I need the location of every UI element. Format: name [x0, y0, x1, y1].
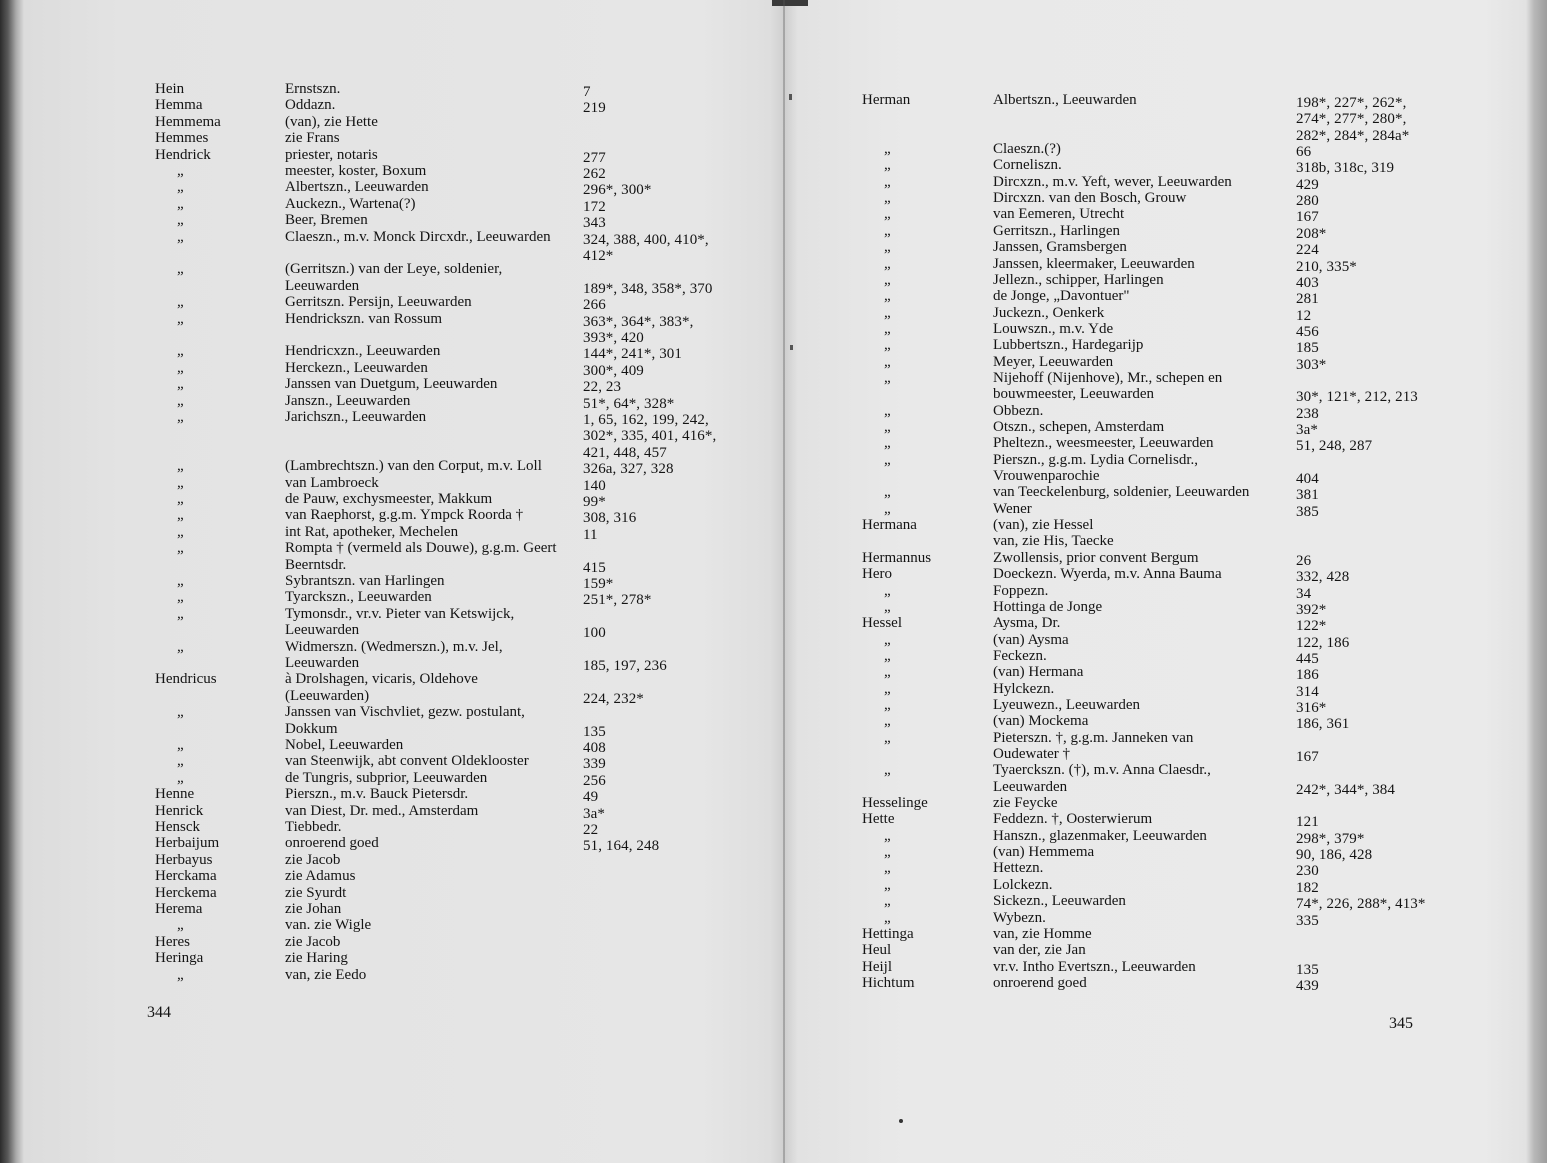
entry-description: Ernstszn.: [285, 81, 341, 97]
entry-page-refs: 11: [583, 527, 598, 543]
ditto-mark: „: [884, 877, 891, 893]
entry-page-refs: 266: [583, 297, 606, 313]
entry-page-refs: 186, 361: [1296, 716, 1350, 732]
entry-page-refs: 34: [1296, 586, 1312, 602]
entry-page-refs: 3a*: [1296, 422, 1318, 438]
entry-description: Dokkum: [285, 721, 338, 737]
ditto-mark: „: [884, 484, 891, 500]
entry-page-refs: 393*, 420: [583, 330, 644, 346]
ditto-mark: „: [884, 697, 891, 713]
ditto-mark: „: [177, 458, 184, 474]
entry-description: Janssen, Gramsbergen: [993, 239, 1127, 255]
entry-page-refs: 208*: [1296, 226, 1327, 242]
entry-name: Hendrick: [155, 147, 211, 163]
entry-description: zie Jacob: [285, 934, 341, 950]
entry-description: zie Feycke: [993, 795, 1058, 811]
entry-page-refs: 185, 197, 236: [583, 658, 667, 674]
entry-description: (van) Aysma: [993, 632, 1069, 648]
entry-page-refs: 224: [1296, 242, 1319, 258]
ditto-mark: „: [177, 343, 184, 359]
ditto-mark: „: [177, 753, 184, 769]
entry-page-refs: 277: [583, 150, 606, 166]
page-number-right: 345: [1389, 1015, 1413, 1032]
entry-page-refs: 242*, 344*, 384: [1296, 782, 1395, 798]
ditto-mark: „: [177, 573, 184, 589]
entry-page-refs: 1, 65, 162, 199, 242,: [583, 412, 709, 428]
entry-page-refs: 219: [583, 100, 606, 116]
entry-description: van Raephorst, g.g.m. Ympck Roorda †: [285, 507, 524, 523]
entry-description: Beerntsdr.: [285, 557, 347, 573]
entry-description: de Jonge, „Davontuer": [993, 288, 1130, 304]
ditto-mark: „: [884, 713, 891, 729]
ditto-mark: „: [177, 507, 184, 523]
entry-description: (van), zie Hessel: [993, 517, 1094, 533]
entry-page-refs: 230: [1296, 863, 1319, 879]
entry-page-refs: 385: [1296, 504, 1319, 520]
entry-description: de Tungris, subprior, Leeuwarden: [285, 770, 488, 786]
entry-page-refs: 182: [1296, 880, 1319, 896]
entry-page-refs: 314: [1296, 684, 1319, 700]
entry-page-refs: 339: [583, 756, 606, 772]
entry-description: Tiebbedr.: [285, 819, 342, 835]
ditto-mark: „: [177, 376, 184, 392]
entry-page-refs: 326a, 327, 328: [583, 461, 674, 477]
ditto-mark: „: [177, 360, 184, 376]
ditto-mark: „: [884, 419, 891, 435]
entry-description: van, zie His, Taecke: [993, 533, 1114, 549]
ditto-mark: „: [177, 491, 184, 507]
entry-page-refs: 198*, 227*, 262*,: [1296, 95, 1407, 111]
entry-page-refs: 303*: [1296, 357, 1327, 373]
ditto-mark: „: [884, 403, 891, 419]
entry-description: Wener: [993, 501, 1032, 517]
entry-description: Leeuwarden: [285, 278, 360, 294]
ditto-mark: „: [884, 141, 891, 157]
entry-page-refs: 51, 248, 287: [1296, 438, 1373, 454]
ditto-mark: „: [884, 599, 891, 615]
entry-page-refs: 296*, 300*: [583, 182, 652, 198]
spine-edge: [772, 0, 808, 6]
entry-description: Hendricxzn., Leeuwarden: [285, 343, 441, 359]
entry-name: Hessel: [862, 615, 902, 631]
paper-speck: [899, 1119, 903, 1123]
entry-page-refs: 185: [1296, 340, 1319, 356]
entry-name: Hesselinge: [862, 795, 928, 811]
ditto-mark: „: [177, 540, 184, 556]
entry-name: Hemmes: [155, 130, 209, 146]
entry-page-refs: 308, 316: [583, 510, 637, 526]
entry-description: van, zie Eedo: [285, 967, 367, 983]
ditto-mark: „: [177, 196, 184, 212]
entry-description: Lubbertszn., Hardegarijp: [993, 337, 1144, 353]
entry-page-refs: 66: [1296, 144, 1312, 160]
ditto-mark: „: [884, 910, 891, 926]
ditto-mark: „: [177, 393, 184, 409]
entry-description: Jarichszn., Leeuwarden: [285, 409, 427, 425]
entry-description: Lolckezn.: [993, 877, 1053, 893]
entry-name: Hemma: [155, 97, 203, 113]
ditto-mark: „: [884, 452, 891, 468]
entry-description: Tymonsdr., vr.v. Pieter van Ketswijck,: [285, 606, 515, 622]
entry-page-refs: 238: [1296, 406, 1319, 422]
entry-page-refs: 335: [1296, 913, 1319, 929]
entry-description: (van), zie Hette: [285, 114, 378, 130]
entry-description: onroerend goed: [285, 835, 379, 851]
entry-page-refs: 12: [1296, 308, 1312, 324]
entry-page-refs: 421, 448, 457: [583, 445, 667, 461]
entry-page-refs: 343: [583, 215, 606, 231]
gutter-fold: [783, 0, 785, 1163]
entry-name: Heringa: [155, 950, 204, 966]
entry-page-refs: 144*, 241*, 301: [583, 346, 682, 362]
entry-description: van, zie Homme: [993, 926, 1092, 942]
ditto-mark: „: [177, 639, 184, 655]
entry-description: Doeckezn. Wyerda, m.v. Anna Bauma: [993, 566, 1222, 582]
entry-description: van Lambroeck: [285, 475, 379, 491]
entry-page-refs: 381: [1296, 487, 1319, 503]
entry-page-refs: 30*, 121*, 212, 213: [1296, 389, 1418, 405]
entry-description: Hylckezn.: [993, 681, 1055, 697]
ditto-mark: „: [177, 606, 184, 622]
entry-description: Leeuwarden: [285, 655, 360, 671]
ditto-mark: „: [884, 239, 891, 255]
entry-page-refs: 90, 186, 428: [1296, 847, 1373, 863]
entry-page-refs: 167: [1296, 209, 1319, 225]
entry-description: Juckezn., Oenkerk: [993, 305, 1105, 321]
ditto-mark: „: [884, 206, 891, 222]
ditto-mark: „: [884, 370, 891, 386]
entry-description: Gerritszn. Persijn, Leeuwarden: [285, 294, 472, 310]
entry-description: zie Haring: [285, 950, 348, 966]
entry-name: Herckama: [155, 868, 217, 884]
ditto-mark: „: [884, 648, 891, 664]
entry-page-refs: 3a*: [583, 806, 605, 822]
entry-page-refs: 135: [1296, 962, 1319, 978]
entry-description: van Diest, Dr. med., Amsterdam: [285, 803, 479, 819]
entry-page-refs: 22: [583, 822, 599, 838]
entry-page-refs: 280: [1296, 193, 1319, 209]
entry-description: van der, zie Jan: [993, 942, 1086, 958]
entry-description: Hendrickszn. van Rossum: [285, 311, 443, 327]
entry-description: zie Adamus: [285, 868, 356, 884]
entry-page-refs: 186: [1296, 667, 1319, 683]
ditto-mark: „: [884, 305, 891, 321]
ditto-mark: „: [884, 256, 891, 272]
entry-description: van Teeckelenburg, soldenier, Leeuwarden: [993, 484, 1250, 500]
ditto-mark: „: [177, 737, 184, 753]
entry-description: Rompta † (vermeld als Douwe), g.g.m. Geert: [285, 540, 557, 556]
entry-description: Gerritszn., Harlingen: [993, 223, 1121, 239]
entry-page-refs: 282*, 284*, 284a*: [1296, 128, 1410, 144]
entry-description: Tyaerckszn. (†), m.v. Anna Claesdr.,: [993, 762, 1211, 778]
ditto-mark: „: [884, 288, 891, 304]
entry-page-refs: 302*, 335, 401, 416*,: [583, 428, 717, 444]
entry-name: Hero: [862, 566, 892, 582]
entry-page-refs: 100: [583, 625, 606, 641]
entry-page-refs: 408: [583, 740, 606, 756]
entry-description: Claeszn.(?): [993, 141, 1061, 157]
entry-name: Hemmema: [155, 114, 221, 130]
entry-page-refs: 415: [583, 560, 606, 576]
entry-description: Pieterszn. †, g.g.m. Janneken van: [993, 730, 1194, 746]
entry-page-refs: 172: [583, 199, 606, 215]
entry-description: Sybrantszn. van Harlingen: [285, 573, 445, 589]
entry-description: (van) Mockema: [993, 713, 1089, 729]
entry-name: Hichtum: [862, 975, 915, 991]
entry-description: zie Syurdt: [285, 885, 347, 901]
entry-page-refs: 262: [583, 166, 606, 182]
ditto-mark: „: [177, 704, 184, 720]
entry-page-refs: 189*, 348, 358*, 370: [583, 281, 713, 297]
entry-description: Dircxzn. van den Bosch, Grouw: [993, 190, 1187, 206]
entry-description: Dircxzn., m.v. Yeft, wever, Leeuwarden: [993, 174, 1232, 190]
ditto-mark: „: [177, 212, 184, 228]
entry-name: Hettinga: [862, 926, 914, 942]
ditto-mark: „: [884, 157, 891, 173]
entry-page-refs: 324, 388, 400, 410*,: [583, 232, 709, 248]
entry-description: Pheltezn., weesmeester, Leeuwarden: [993, 435, 1214, 451]
ditto-mark: „: [177, 294, 184, 310]
entry-name: Herman: [862, 92, 911, 108]
entry-description: Corneliszn.: [993, 157, 1062, 173]
entry-description: zie Frans: [285, 130, 340, 146]
entry-name: Heul: [862, 942, 892, 958]
ditto-mark: „: [884, 860, 891, 876]
ditto-mark: „: [177, 179, 184, 195]
entry-page-refs: 159*: [583, 576, 614, 592]
entry-description: onroerend goed: [993, 975, 1087, 991]
gutter-speck: [790, 345, 793, 350]
entry-page-refs: 7: [583, 84, 591, 100]
entry-name: Henrick: [155, 803, 204, 819]
ditto-mark: „: [177, 261, 184, 277]
entry-name: Hendricus: [155, 671, 217, 687]
entry-description: (van) Hemmema: [993, 844, 1095, 860]
entry-page-refs: 439: [1296, 978, 1319, 994]
ditto-mark: „: [884, 337, 891, 353]
entry-description: de Pauw, exchysmeester, Makkum: [285, 491, 493, 507]
entry-description: Nobel, Leeuwarden: [285, 737, 404, 753]
entry-description: Pierszn., m.v. Bauck Pietersdr.: [285, 786, 469, 802]
ditto-mark: „: [884, 501, 891, 517]
entry-description: int Rat, apotheker, Mechelen: [285, 524, 459, 540]
entry-description: zie Jacob: [285, 852, 341, 868]
entry-description: Hanszn., glazenmaker, Leeuwarden: [993, 828, 1207, 844]
entry-name: Heijl: [862, 959, 892, 975]
entry-description: Feddezn. †, Oosterwierum: [993, 811, 1153, 827]
ditto-mark: „: [884, 435, 891, 451]
ditto-mark: „: [884, 828, 891, 844]
ditto-mark: „: [884, 272, 891, 288]
entry-description: Leeuwarden: [285, 622, 360, 638]
entry-page-refs: 332, 428: [1296, 569, 1350, 585]
entry-name: Herema: [155, 901, 203, 917]
entry-page-refs: 445: [1296, 651, 1319, 667]
entry-description: Claeszn., m.v. Monck Dircxdr., Leeuwarden: [285, 229, 551, 245]
entry-description: Otszn., schepen, Amsterdam: [993, 419, 1165, 435]
ditto-mark: „: [177, 917, 184, 933]
entry-page-refs: 300*, 409: [583, 363, 644, 379]
entry-page-refs: 167: [1296, 749, 1319, 765]
entry-description: Obbezn.: [993, 403, 1044, 419]
ditto-mark: „: [884, 762, 891, 778]
entry-description: Aysma, Dr.: [993, 615, 1061, 631]
ditto-mark: „: [177, 770, 184, 786]
entry-description: Janszn., Leeuwarden: [285, 393, 411, 409]
entry-description: Wybezn.: [993, 910, 1046, 926]
ditto-mark: „: [884, 664, 891, 680]
entry-description: Auckezn., Wartena(?): [285, 196, 416, 212]
entry-page-refs: 121: [1296, 814, 1319, 830]
entry-page-refs: 412*: [583, 248, 614, 264]
ditto-mark: „: [884, 632, 891, 648]
entry-description: Oudewater †: [993, 746, 1071, 762]
entry-page-refs: 26: [1296, 553, 1312, 569]
entry-description: van Eemeren, Utrecht: [993, 206, 1125, 222]
ditto-mark: „: [177, 475, 184, 491]
entry-description: Zwollensis, prior convent Bergum: [993, 550, 1199, 566]
entry-description: Lyeuwezn., Leeuwarden: [993, 697, 1141, 713]
entry-description: Sickezn., Leeuwarden: [993, 893, 1126, 909]
ditto-mark: „: [884, 844, 891, 860]
ditto-mark: „: [884, 354, 891, 370]
entry-description: Albertszn., Leeuwarden: [993, 92, 1137, 108]
entry-description: vr.v. Intho Evertszn., Leeuwarden: [993, 959, 1196, 975]
entry-description: Foppezn.: [993, 583, 1049, 599]
entry-page-refs: 456: [1296, 324, 1319, 340]
entry-description: Nijehoff (Nijenhove), Mr., schepen en: [993, 370, 1223, 386]
entry-description: (Gerritszn.) van der Leye, soldenier,: [285, 261, 503, 277]
entry-description: Janssen, kleermaker, Leeuwarden: [993, 256, 1195, 272]
entry-name: Hermannus: [862, 550, 932, 566]
ditto-mark: „: [177, 163, 184, 179]
entry-description: bouwmeester, Leeuwarden: [993, 386, 1154, 402]
ditto-mark: „: [177, 524, 184, 540]
entry-description: van. zie Wigle: [285, 917, 372, 933]
entry-page-refs: 140: [583, 478, 606, 494]
entry-description: Herckezn., Leeuwarden: [285, 360, 428, 376]
entry-name: Hensck: [155, 819, 200, 835]
entry-page-refs: 135: [583, 724, 606, 740]
entry-description: (van) Hermana: [993, 664, 1084, 680]
entry-description: Meyer, Leeuwarden: [993, 354, 1114, 370]
entry-name: Herbaijum: [155, 835, 220, 851]
entry-page-refs: 298*, 379*: [1296, 831, 1365, 847]
gutter-speck: [789, 94, 792, 100]
entry-name: Hette: [862, 811, 895, 827]
entry-description: Oddazn.: [285, 97, 336, 113]
entry-description: Hettezn.: [993, 860, 1044, 876]
entry-page-refs: 122, 186: [1296, 635, 1350, 651]
ditto-mark: „: [177, 967, 184, 983]
entry-description: zie Johan: [285, 901, 342, 917]
entry-page-refs: 22, 23: [583, 379, 622, 395]
entry-page-refs: 404: [1296, 471, 1319, 487]
entry-page-refs: 51*, 64*, 328*: [583, 396, 675, 412]
ditto-mark: „: [884, 321, 891, 337]
entry-name: Herbayus: [155, 852, 213, 868]
entry-page-refs: 281: [1296, 291, 1319, 307]
entry-name: Heres: [155, 934, 190, 950]
ditto-mark: „: [884, 583, 891, 599]
entry-page-refs: 392*: [1296, 602, 1327, 618]
ditto-mark: „: [177, 311, 184, 327]
entry-description: Louwszn., m.v. Yde: [993, 321, 1114, 337]
entry-page-refs: 99*: [583, 494, 606, 510]
entry-description: Jellezn., schipper, Harlingen: [993, 272, 1164, 288]
entry-name: Hermana: [862, 517, 917, 533]
ditto-mark: „: [884, 681, 891, 697]
entry-description: Beer, Bremen: [285, 212, 368, 228]
entry-name: Henne: [155, 786, 195, 802]
entry-description: Hottinga de Jonge: [993, 599, 1103, 615]
entry-description: priester, notaris: [285, 147, 378, 163]
entry-name: Hein: [155, 81, 185, 97]
entry-page-refs: 74*, 226, 288*, 413*: [1296, 896, 1426, 912]
entry-description: Pierszn., g.g.m. Lydia Cornelisdr.,: [993, 452, 1198, 468]
ditto-mark: „: [177, 229, 184, 245]
entry-description: Leeuwarden: [993, 779, 1068, 795]
entry-description: meester, koster, Boxum: [285, 163, 427, 179]
entry-page-refs: 429: [1296, 177, 1319, 193]
entry-description: Widmerszn. (Wedmerszn.), m.v. Jel,: [285, 639, 503, 655]
entry-page-refs: 122*: [1296, 618, 1327, 634]
entry-description: (Leeuwarden): [285, 688, 370, 704]
ditto-mark: „: [884, 223, 891, 239]
ditto-mark: „: [884, 730, 891, 746]
entry-page-refs: 256: [583, 773, 606, 789]
entry-page-refs: 224, 232*: [583, 691, 644, 707]
entry-description: Vrouwenparochie: [993, 468, 1100, 484]
entry-page-refs: 49: [583, 789, 599, 805]
entry-page-refs: 363*, 364*, 383*,: [583, 314, 694, 330]
entry-description: Janssen van Vischvliet, gezw. postulant,: [285, 704, 525, 720]
entry-description: van Steenwijk, abt convent Oldeklooster: [285, 753, 529, 769]
entry-page-refs: 274*, 277*, 280*,: [1296, 111, 1407, 127]
entry-page-refs: 318b, 318c, 319: [1296, 160, 1395, 176]
entry-description: Tyarckszn., Leeuwarden: [285, 589, 432, 605]
entry-name: Herckema: [155, 885, 217, 901]
entry-page-refs: 210, 335*: [1296, 259, 1357, 275]
ditto-mark: „: [177, 409, 184, 425]
entry-description: à Drolshagen, vicaris, Oldehove: [285, 671, 478, 687]
entry-description: Albertszn., Leeuwarden: [285, 179, 429, 195]
entry-page-refs: 251*, 278*: [583, 592, 652, 608]
entry-page-refs: 403: [1296, 275, 1319, 291]
entry-description: Janssen van Duetgum, Leeuwarden: [285, 376, 498, 392]
entry-description: Feckezn.: [993, 648, 1047, 664]
ditto-mark: „: [177, 589, 184, 605]
ditto-mark: „: [884, 174, 891, 190]
entry-page-refs: 316*: [1296, 700, 1327, 716]
ditto-mark: „: [884, 893, 891, 909]
entry-page-refs: 51, 164, 248: [583, 838, 660, 854]
page-number-left: 344: [147, 1004, 171, 1021]
ditto-mark: „: [884, 190, 891, 206]
entry-description: (Lambrechtszn.) van den Corput, m.v. Loll: [285, 458, 542, 474]
